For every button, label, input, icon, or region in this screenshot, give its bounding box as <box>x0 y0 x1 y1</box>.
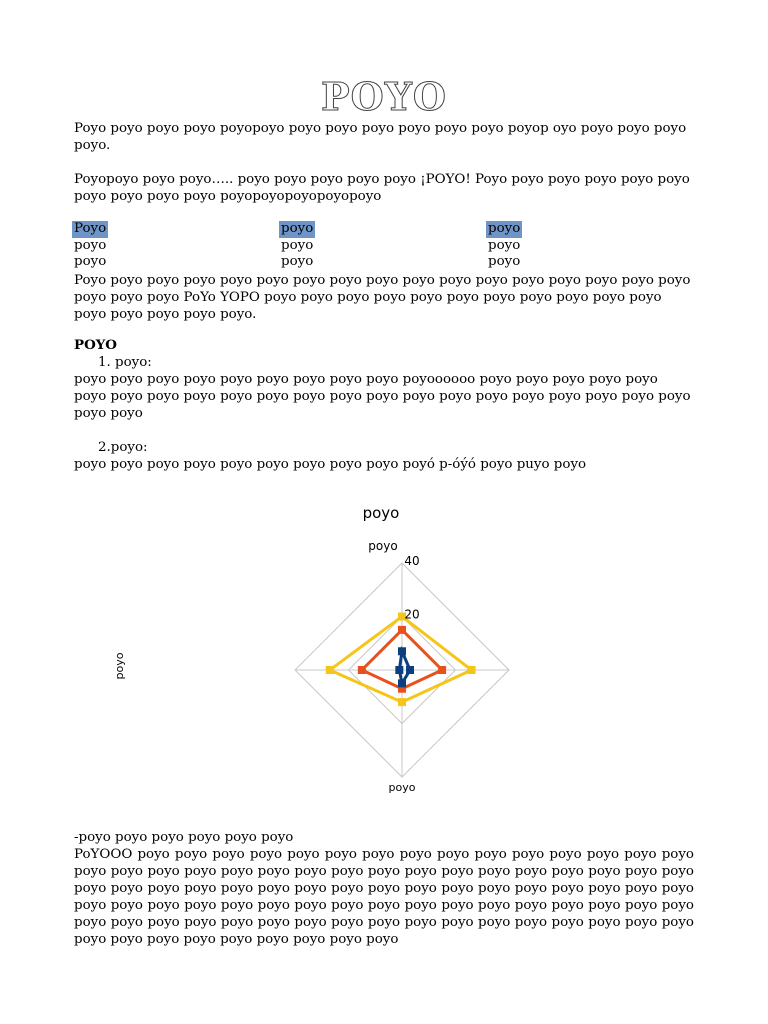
radar-tick-label: 40 <box>404 554 420 568</box>
radar-point <box>398 626 406 634</box>
table-row <box>74 238 694 255</box>
table-cell: poyo <box>281 254 314 269</box>
table-header-cell: Poyo <box>74 221 107 236</box>
radar-point <box>395 666 403 674</box>
paragraph-3 <box>74 272 694 323</box>
radar-point <box>326 666 334 674</box>
radar-chart <box>0 495 768 835</box>
chart-side-label: poyo <box>113 652 126 680</box>
chart-title: poyo <box>362 504 400 522</box>
radar-point <box>438 666 446 674</box>
paragraph-3-text: Poyo poyo poyo poyo poyo poyo poyo poyo poyo poyo poyo poyo poyo poyo poyo poyo poyo poyo poyo poyo PoYo YOPO poyo poyo poyo poyo poyo poyo poyo poyo poyo poyo poyo poyo poyo poyo poyo poyo. <box>74 273 691 322</box>
list-item-2-label: 2.poyo: <box>98 440 148 455</box>
paragraph-2 <box>74 171 694 205</box>
radar-point <box>406 666 414 674</box>
table-header-cell: poyo <box>281 221 314 236</box>
list-item-1-text: poyo poyo poyo poyo poyo poyo poyo poyo poyo poyoooooo poyo poyo poyo poyo poyo poyo poyo poyo poyo poyo poyo poyo poyo poyo poyo poyo poyo poyo poyo poyo poyo poyo poyo poyo <box>74 372 691 421</box>
document-title: POYO <box>321 74 447 119</box>
footer-line: -poyo poyo poyo poyo poyo poyo <box>74 830 294 845</box>
table-header-cell: poyo <box>488 221 521 236</box>
table-cell: poyo <box>281 237 314 253</box>
footer-paragraph: PoYOOO poyo poyo poyo poyo poyo poyo poyo poyo poyo poyo poyo poyo poyo poyo poyo poyo poyo poyo poyo poyo poyo poyo poyo poyo poyo poyo poyo poyo poyo poyo poyo poyo poyo poyo poyo poyo poyo poyo poyo poyo poyo poyo poyo poyo poyo poyo poyo poyo poyo poyo poyo poyo poyo poyo poyo poyo poyo poyo poyo poyo poyo poyo poyo poyo poyo poyo poyo poyo poyo poyo poyo poyo poyo poyo poyo poyo poyo poyo poyo poyo poyo poyo poyo poyo poyo poyo poyo poyo poyo poyo poyo poyo <box>74 847 694 947</box>
table-cell: poyo <box>74 254 107 269</box>
table-cell: poyo <box>74 237 107 253</box>
radar-point <box>398 647 406 655</box>
list-item-2-text: poyo poyo poyo poyo poyo poyo poyo poyo poyo poyó p-óýó poyo puyo poyo <box>74 457 587 472</box>
table-cell: poyo <box>488 237 521 253</box>
radar-point <box>358 666 366 674</box>
table-header-row <box>74 221 694 238</box>
section-poyo <box>74 337 694 473</box>
paragraph-1-text: Poyo poyo poyo poyo poyopoyo poyo poyo poyo poyo poyo poyo poyop oyo poyo poyo poyo poyo. <box>74 121 687 153</box>
table-cell: poyo <box>488 254 521 269</box>
poyo-table <box>74 221 694 271</box>
footer-section <box>74 829 694 948</box>
paragraph-2-text: Poyopoyo poyo poyo….. poyo poyo poyo poyo poyo ¡POYO! Poyo poyo poyo poyo poyo poyo poyo poyo poyo poyo poyopoyopoyopoyopoyo <box>74 172 690 204</box>
radar-point <box>468 666 476 674</box>
list-item-1-label: 1. poyo: <box>98 355 152 370</box>
radar-point <box>398 679 406 687</box>
paragraph-1 <box>74 120 694 154</box>
table-row <box>74 254 694 271</box>
chart-subtitle: poyo <box>368 539 398 553</box>
section-heading: POYO <box>74 337 117 353</box>
radar-tick-label: 20 <box>404 607 420 622</box>
chart-bottom-label: poyo <box>388 781 416 794</box>
radar-point <box>398 698 406 706</box>
